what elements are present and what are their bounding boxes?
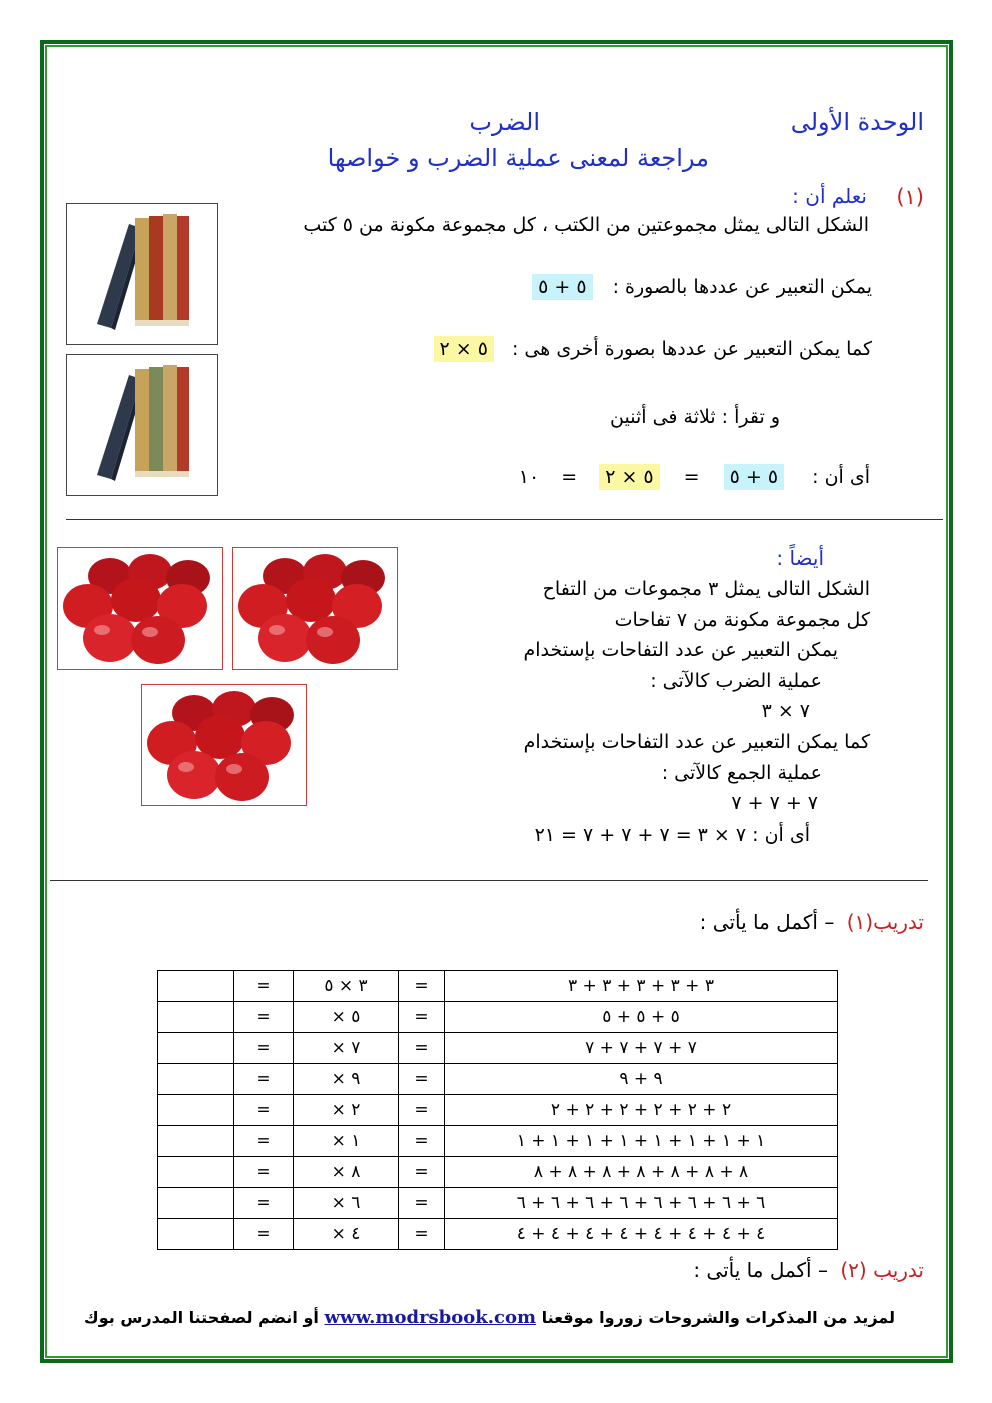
equals-cell: = <box>234 1002 294 1033</box>
equals-cell: = <box>234 1095 294 1126</box>
section-divider <box>66 519 943 520</box>
sum-cell: ٦ + ٦ + ٦ + ٦ + ٦ + ٦ + ٦ + ٦ <box>445 1188 838 1219</box>
topic-title: الضرب <box>469 108 540 136</box>
table-row <box>158 971 838 1002</box>
footer-site-link[interactable]: www.modrsbook.com <box>324 1307 537 1328</box>
sum-cell: ٤ + ٤ + ٤ + ٤ + ٤ + ٤ + ٤ + ٤ <box>445 1219 838 1250</box>
addition-label: يمكن التعبير عن عددها بالصورة : <box>612 276 872 298</box>
section-number: (١) <box>896 185 924 209</box>
exercise1-instruction: – أكمل ما يأتى : <box>699 910 835 934</box>
sum-cell: ٩ + ٩ <box>445 1064 838 1095</box>
equals-cell: = <box>234 1157 294 1188</box>
sum-cell: ٧ + ٧ + ٧ + ٧ <box>445 1033 838 1064</box>
equals-cell: = <box>399 1095 445 1126</box>
equals-cell: = <box>234 1188 294 1219</box>
equals-cell: = <box>234 971 294 1002</box>
product-cell[interactable]: × ٦ <box>294 1188 399 1219</box>
apples-line-6: كما يمكن التعبير عن عدد التفاحات بإستخدام <box>523 731 870 753</box>
result-cell[interactable] <box>158 971 234 1002</box>
apples-image <box>141 684 307 806</box>
apples-image <box>57 547 223 670</box>
equals-cell: = <box>234 1126 294 1157</box>
result-cell[interactable] <box>158 1188 234 1219</box>
section-divider <box>50 880 928 881</box>
exercise2-instruction: – أكمل ما يأتى : <box>693 1258 828 1282</box>
section-intro: نعلم أن : <box>792 184 867 208</box>
multiplication-expression-line <box>434 338 873 360</box>
result-cell[interactable] <box>158 1064 234 1095</box>
equals-sign: = <box>561 466 578 488</box>
equals-cell: = <box>234 1064 294 1095</box>
product-cell[interactable]: × ٥ <box>294 1002 399 1033</box>
equals-cell: = <box>399 971 445 1002</box>
table-row <box>158 1157 838 1188</box>
table-row <box>158 1033 838 1064</box>
exercise1-label: تدريب(١) <box>846 910 924 934</box>
result-cell[interactable] <box>158 1126 234 1157</box>
exercise2-heading <box>693 1258 924 1282</box>
table-row <box>158 1126 838 1157</box>
equals-cell: = <box>399 1002 445 1033</box>
product-cell[interactable]: × ٧ <box>294 1033 399 1064</box>
addition-expression: ٥ + ٥ <box>532 274 592 300</box>
product-cell[interactable]: × ١ <box>294 1126 399 1157</box>
apples-image <box>232 547 398 670</box>
equation-prefix: أى أن : <box>812 466 870 488</box>
reading-line: و تقرأ : ثلاثة فى أثنين <box>610 406 780 428</box>
books-image <box>66 203 218 345</box>
equals-cell: = <box>399 1188 445 1219</box>
product-cell[interactable]: × ٤ <box>294 1219 399 1250</box>
result-cell[interactable] <box>158 1002 234 1033</box>
table-row <box>158 1095 838 1126</box>
footer-text-after: أو انضم لصفحتنا المدرس بوك <box>84 1308 319 1327</box>
exercise1-heading <box>700 910 924 934</box>
books-stack-icon <box>67 204 217 344</box>
books-stack-icon <box>67 355 217 495</box>
equation-result: ١٠ <box>518 466 540 488</box>
sum-cell: ٥ + ٥ + ٥ <box>445 1002 838 1033</box>
equals-cell: = <box>234 1033 294 1064</box>
apples-line-9: أى أن : ٧ × ٣ = ٧ + ٧ + ٧ = ٢١ <box>534 824 810 846</box>
footer-text-before: لمزيد من المذكرات والشروحات زوروا موقعنا <box>541 1308 895 1327</box>
multiplication-label: كما يمكن التعبير عن عددها بصورة أخرى هى : <box>511 338 872 360</box>
red-apples-icon <box>58 548 222 669</box>
table-row <box>158 1188 838 1219</box>
product-cell[interactable]: × ٨ <box>294 1157 399 1188</box>
equals-cell: = <box>399 1126 445 1157</box>
equals-cell: = <box>399 1157 445 1188</box>
equation-multiplication: ٥ × ٢ <box>599 464 659 490</box>
page-subtitle: مراجعة لمعنى عملية الضرب و خواصها <box>327 144 709 172</box>
apples-line-5: ٧ × ٣ <box>761 700 810 722</box>
apples-line-4: عملية الضرب كالآتى : <box>650 670 822 692</box>
addition-expression-line <box>532 276 872 298</box>
footer <box>84 1307 895 1328</box>
section2-intro: أيضاً : <box>776 546 824 570</box>
result-cell[interactable] <box>158 1219 234 1250</box>
apples-line-2: كل مجموعة مكونة من ٧ تفاحات <box>614 609 870 631</box>
unit-title: الوحدة الأولى <box>790 108 924 136</box>
sum-cell: ١ + ١ + ١ + ١ + ١ + ١ + ١ + ١ <box>445 1126 838 1157</box>
apples-line-8: ٧ + ٧ + ٧ <box>731 792 818 814</box>
equation-addition: ٥ + ٥ <box>724 464 784 490</box>
multiplication-expression: ٥ × ٢ <box>434 336 494 362</box>
exercise2-label: تدريب (٢) <box>840 1258 924 1282</box>
exercise1-table <box>157 970 838 1250</box>
red-apples-icon <box>142 685 306 805</box>
equals-cell: = <box>234 1219 294 1250</box>
equals-cell: = <box>399 1219 445 1250</box>
apples-line-1: الشكل التالى يمثل ٣ مجموعات من التفاح <box>542 578 870 600</box>
equals-cell: = <box>399 1033 445 1064</box>
table-row <box>158 1219 838 1250</box>
result-cell[interactable] <box>158 1157 234 1188</box>
product-cell[interactable]: ٣ × ٥ <box>294 971 399 1002</box>
red-apples-icon <box>233 548 397 669</box>
sum-cell: ٨ + ٨ + ٨ + ٨ + ٨ + ٨ + ٨ <box>445 1157 838 1188</box>
equation-line <box>519 466 870 488</box>
product-cell[interactable]: × ٢ <box>294 1095 399 1126</box>
equals-sign: = <box>683 466 700 488</box>
books-image <box>66 354 218 496</box>
books-description: الشكل التالى يمثل مجموعتين من الكتب ، كل مجموعة مكونة من ٥ كتب <box>303 214 869 236</box>
sum-cell: ٢ + ٢ + ٢ + ٢ + ٢ + ٢ <box>445 1095 838 1126</box>
apples-line-3: يمكن التعبير عن عدد التفاحات بإستخدام <box>523 639 838 661</box>
table-row <box>158 1064 838 1095</box>
result-cell[interactable] <box>158 1095 234 1126</box>
equals-cell: = <box>399 1064 445 1095</box>
table-row <box>158 1002 838 1033</box>
product-cell[interactable]: × ٩ <box>294 1064 399 1095</box>
result-cell[interactable] <box>158 1033 234 1064</box>
sum-cell: ٣ + ٣ + ٣ + ٣ + ٣ <box>445 971 838 1002</box>
apples-line-7: عملية الجمع كالآتى : <box>661 762 822 784</box>
